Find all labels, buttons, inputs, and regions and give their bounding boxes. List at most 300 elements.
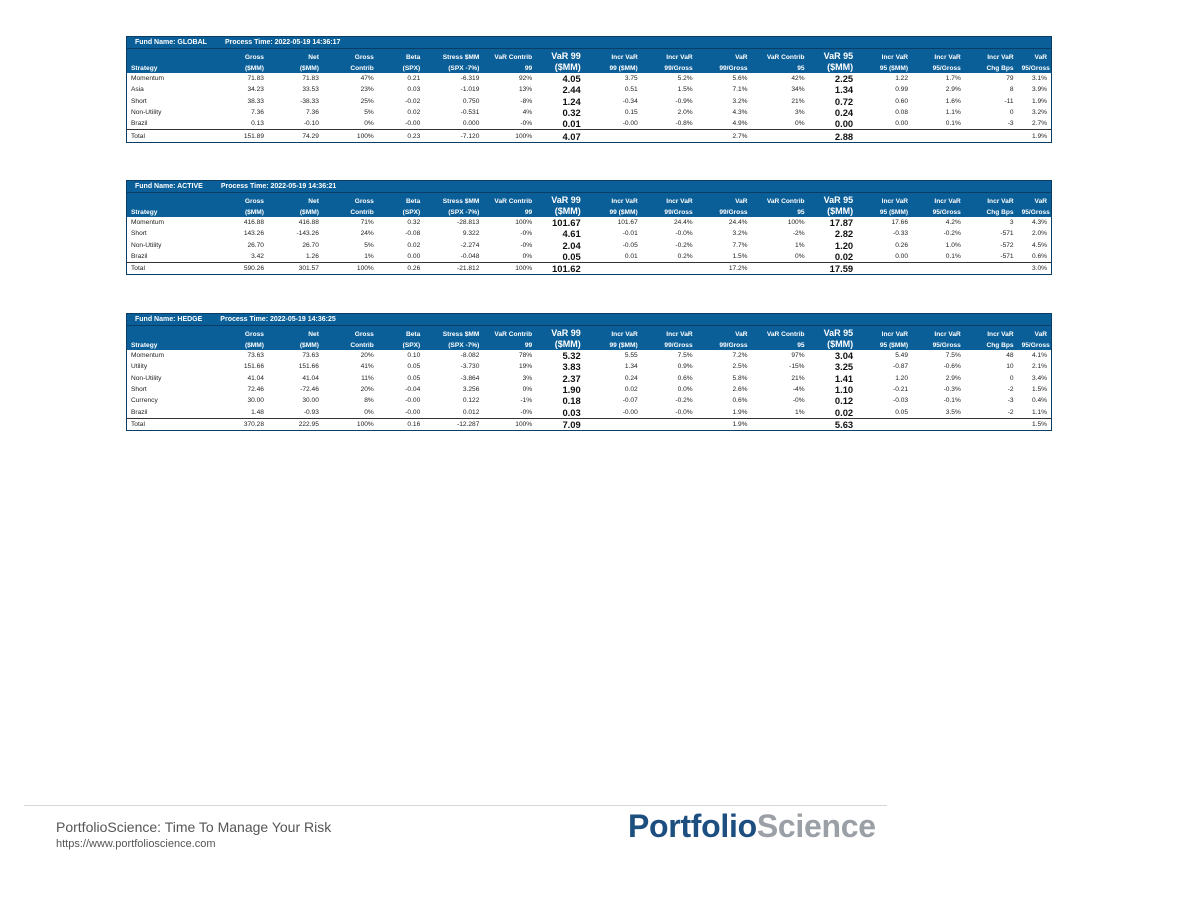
- cell-var-95: 0.24: [834, 107, 854, 119]
- cell-var-contrib-99: -0%: [520, 241, 533, 249]
- column-header-incr-var-95-gross: 95/Gross: [912, 205, 965, 217]
- cell-incr-var-95: -0.87: [893, 363, 909, 371]
- cell-var-contrib-99: -0%: [520, 230, 533, 238]
- cell-strategy: Total: [127, 263, 209, 275]
- column-header-var-99: VaR 99: [536, 193, 585, 206]
- cell-gross: 1.48: [251, 408, 264, 416]
- cell-var-95-gross: 1.5%: [1018, 418, 1052, 430]
- column-header-stress: (SPX -7%): [424, 61, 483, 73]
- column-header-var-95: VaR 95: [809, 193, 858, 206]
- risk-table: [126, 325, 1052, 431]
- cell-var-contrib-95: -2%: [792, 230, 805, 238]
- column-header-beta: (SPX): [378, 61, 424, 73]
- cell-var-99-gross: 1.9%: [697, 418, 752, 430]
- cell-incr-var-99-gross: 7.5%: [677, 352, 693, 360]
- fund-name: Fund Name: GLOBAL: [135, 39, 207, 46]
- cell-gross: 143.26: [243, 230, 264, 238]
- column-header-var-95-gross: VaR: [1018, 49, 1052, 62]
- cell-incr-var-95-gross: 0.1%: [945, 120, 961, 128]
- cell-gross-contrib: 0%: [364, 120, 374, 128]
- cell-var-99-gross: 2.5%: [732, 363, 748, 371]
- cell-incr-var-chg-bps: 8: [1009, 86, 1014, 94]
- cell-var-99: 1.90: [562, 384, 581, 396]
- cell-gross: 30.00: [247, 397, 264, 405]
- cell-incr-var-95: 0.26: [895, 241, 909, 249]
- column-header-gross: ($MM): [209, 205, 268, 217]
- table-row: [127, 361, 1052, 372]
- cell-net: -0.93: [303, 408, 319, 416]
- total-row: [127, 263, 1052, 275]
- process-time: Process Time: 2022-05-19 14:36:21: [220, 183, 337, 190]
- cell-var-99: 5.32: [562, 350, 581, 362]
- risk-table: [126, 192, 1052, 275]
- column-header-gross-contrib: Contrib: [323, 61, 378, 73]
- cell-incr-var-99-gross: [642, 263, 697, 275]
- column-header-stress: Stress $MM: [424, 326, 483, 339]
- column-header-beta: (SPX): [378, 205, 424, 217]
- column-header-incr-var-99: Incr VaR: [585, 49, 642, 62]
- column-header-var-95-gross: VaR: [1018, 326, 1052, 339]
- cell-var-95: 0.02: [834, 251, 854, 263]
- cell-var-95-gross: 3.4%: [1031, 374, 1047, 382]
- cell-incr-var-99: [585, 418, 642, 430]
- cell-var-99: 7.09: [536, 418, 585, 430]
- column-header-beta: Beta: [378, 193, 424, 206]
- cell-incr-var-99-gross: 5.2%: [677, 75, 693, 83]
- column-header-strategy: [127, 326, 209, 339]
- column-header-incr-var-99-gross: 99/Gross: [642, 338, 697, 350]
- cell-incr-var-chg-bps: 0: [1009, 374, 1014, 382]
- cell-beta: 0.02: [407, 109, 421, 117]
- cell-incr-var-95: 0.60: [895, 97, 909, 105]
- cell-incr-var-99-gross: 24.4%: [673, 219, 693, 227]
- cell-strategy: Currency: [131, 397, 158, 405]
- cell-strategy: Non-Utility: [131, 374, 162, 382]
- column-header-var-95: ($MM): [809, 205, 858, 217]
- cell-var-99-gross: 24.4%: [728, 219, 748, 227]
- cell-incr-var-99: [585, 263, 642, 275]
- cell-var-95-gross: 3.1%: [1031, 75, 1047, 83]
- cell-beta: 0.00: [407, 253, 421, 261]
- table-row: [127, 228, 1052, 239]
- cell-var-contrib-99: 100%: [515, 219, 533, 227]
- total-row: [127, 130, 1052, 142]
- cell-incr-var-chg-bps: -3: [1007, 397, 1014, 405]
- cell-gross: 38.33: [247, 97, 264, 105]
- cell-var-contrib-99: -1%: [520, 397, 533, 405]
- cell-gross-contrib: 23%: [360, 86, 374, 94]
- cell-var-95-gross: 0.6%: [1031, 253, 1047, 261]
- cell-gross-contrib: 20%: [360, 386, 374, 394]
- cell-var-95: 17.87: [829, 217, 854, 229]
- cell-incr-var-99-gross: -0.8%: [675, 120, 693, 128]
- column-header-incr-var-99: 99 ($MM): [585, 61, 642, 73]
- cell-net: 41.04: [302, 374, 319, 382]
- cell-var-contrib-95: [752, 263, 809, 275]
- column-header-var-95-gross: VaR: [1018, 193, 1052, 206]
- cell-beta: 0.05: [407, 374, 421, 382]
- column-header-var-99-gross: 99/Gross: [697, 205, 752, 217]
- cell-var-99-gross: 5.6%: [732, 75, 748, 83]
- cell-var-99-gross: 2.6%: [732, 386, 748, 394]
- cell-gross-contrib: 20%: [360, 352, 374, 360]
- cell-var-99: 0.32: [562, 107, 581, 119]
- cell-gross: 151.89: [209, 130, 268, 142]
- fund-active-section: [126, 180, 1052, 275]
- cell-var-99: 4.07: [536, 130, 585, 142]
- cell-var-contrib-95: 3%: [795, 109, 805, 117]
- cell-net: 416.88: [298, 219, 319, 227]
- footer-tagline: PortfolioScience: Time To Manage Your Risk: [56, 819, 332, 835]
- column-header-var-contrib-95: 95: [752, 61, 809, 73]
- cell-var-99-gross: 4.9%: [732, 120, 748, 128]
- cell-incr-var-95-gross: [912, 263, 965, 275]
- cell-var-99: 0.05: [562, 251, 581, 263]
- cell-strategy: Momentum: [131, 352, 164, 360]
- cell-incr-var-chg-bps: 10: [1006, 363, 1014, 371]
- cell-var-95-gross: 1.1%: [1031, 408, 1047, 416]
- cell-var-contrib-99: 100%: [483, 418, 536, 430]
- cell-gross-contrib: 41%: [360, 363, 374, 371]
- cell-strategy: Total: [127, 130, 209, 142]
- cell-var-contrib-99: 92%: [518, 75, 533, 83]
- cell-var-95: 2.88: [809, 130, 858, 142]
- cell-var-contrib-95: 42%: [791, 75, 805, 83]
- cell-net: 1.26: [306, 253, 319, 261]
- cell-incr-var-chg-bps: [965, 130, 1018, 142]
- cell-stress: 3.256: [462, 386, 480, 394]
- cell-net: 26.70: [302, 241, 319, 249]
- cell-stress: -7.120: [424, 130, 483, 142]
- cell-beta: 0.21: [407, 75, 421, 83]
- cell-gross-contrib: 100%: [323, 130, 378, 142]
- cell-gross: 34.23: [247, 86, 264, 94]
- column-header-gross: Gross: [209, 193, 268, 206]
- cell-beta: -0.00: [405, 408, 421, 416]
- cell-incr-var-99: 1.34: [624, 363, 638, 371]
- cell-var-95: 1.20: [834, 239, 854, 251]
- cell-gross: 7.36: [251, 109, 264, 117]
- cell-gross-contrib: 1%: [364, 253, 374, 261]
- cell-var-95: 1.34: [834, 84, 854, 96]
- column-header-var-95-gross: 95/Gross: [1018, 338, 1052, 350]
- cell-var-95-gross: 3.2%: [1031, 109, 1047, 117]
- column-header-var-95-gross: 95/Gross: [1018, 205, 1052, 217]
- cell-gross-contrib: 71%: [360, 219, 374, 227]
- cell-incr-var-99-gross: 2.0%: [677, 109, 693, 117]
- cell-stress: -12.287: [424, 418, 483, 430]
- cell-incr-var-95-gross: 7.5%: [945, 352, 961, 360]
- cell-var-99-gross: 2.7%: [697, 130, 752, 142]
- cell-var-contrib-99: 78%: [518, 352, 533, 360]
- cell-incr-var-95-gross: 2.9%: [945, 374, 961, 382]
- column-header-incr-var-95: 95 ($MM): [857, 338, 912, 350]
- cell-incr-var-99: 0.24: [624, 374, 638, 382]
- cell-incr-var-chg-bps: -3: [1007, 120, 1014, 128]
- cell-incr-var-99: -0.01: [622, 230, 638, 238]
- cell-var-95-gross: 2.0%: [1031, 230, 1047, 238]
- cell-strategy: Short: [131, 97, 147, 105]
- cell-var-99: 101.62: [536, 263, 585, 275]
- process-time: Process Time: 2022-05-19 14:36:25: [220, 316, 336, 323]
- cell-net: 222.95: [268, 418, 323, 430]
- column-header-gross-contrib: Gross: [323, 49, 378, 62]
- column-header-var-99: ($MM): [536, 205, 585, 217]
- column-header-incr-var-chg-bps: Chg Bps: [965, 61, 1018, 73]
- cell-var-95: 3.25: [834, 361, 854, 373]
- fund-name: Fund Name: ACTIVE: [135, 183, 203, 190]
- cell-incr-var-95: [857, 263, 912, 275]
- cell-var-99-gross: 5.8%: [732, 374, 748, 382]
- cell-incr-var-chg-bps: -2: [1007, 386, 1014, 394]
- cell-incr-var-95-gross: 0.1%: [945, 253, 961, 261]
- cell-var-99-gross: 17.2%: [697, 263, 752, 275]
- cell-incr-var-95-gross: -0.2%: [943, 230, 961, 238]
- cell-var-99-gross: 3.2%: [732, 97, 748, 105]
- column-header-stress: Stress $MM: [424, 49, 483, 62]
- column-header-incr-var-chg-bps: Incr VaR: [965, 49, 1018, 62]
- cell-incr-var-95: 1.22: [895, 75, 909, 83]
- cell-var-contrib-95: -15%: [789, 363, 805, 371]
- column-header-gross-contrib: Contrib: [323, 205, 378, 217]
- cell-strategy: Short: [131, 230, 147, 238]
- fund-name: Fund Name: HEDGE: [135, 316, 203, 323]
- cell-gross-contrib: 11%: [361, 374, 374, 382]
- cell-incr-var-95: 0.99: [895, 86, 909, 94]
- cell-incr-var-chg-bps: -11: [1004, 97, 1014, 105]
- cell-var-contrib-95: 21%: [791, 374, 805, 382]
- cell-incr-var-chg-bps: -571: [1000, 253, 1014, 261]
- cell-var-99-gross: 3.2%: [732, 230, 748, 238]
- cell-var-contrib-99: -0%: [520, 120, 533, 128]
- cell-incr-var-99: 0.15: [624, 109, 638, 117]
- column-header-strategy: Strategy: [127, 338, 209, 350]
- cell-var-95-gross: 1.9%: [1018, 130, 1052, 142]
- cell-net: 74.29: [268, 130, 323, 142]
- cell-var-contrib-99: 0%: [522, 386, 533, 394]
- cell-incr-var-95-gross: -0.3%: [943, 386, 961, 394]
- column-header-var-99: VaR 99: [536, 326, 585, 339]
- column-header-incr-var-95: Incr VaR: [857, 326, 912, 339]
- cell-strategy: Non-Utility: [131, 241, 162, 249]
- cell-incr-var-95-gross: 4.2%: [945, 219, 961, 227]
- column-header-beta: Beta: [378, 326, 424, 339]
- cell-incr-var-chg-bps: -2: [1007, 408, 1014, 416]
- column-header-beta: (SPX): [378, 338, 424, 350]
- cell-gross: 3.42: [251, 253, 264, 261]
- cell-incr-var-95: 0.00: [895, 120, 909, 128]
- cell-var-contrib-95: 0%: [795, 253, 805, 261]
- cell-strategy: Brazil: [131, 253, 148, 261]
- cell-net: 151.66: [298, 363, 319, 371]
- cell-var-contrib-95: 100%: [787, 219, 805, 227]
- cell-incr-var-95-gross: -0.1%: [943, 397, 961, 405]
- column-header-net: ($MM): [268, 61, 323, 73]
- cell-incr-var-99-gross: -0.2%: [675, 397, 693, 405]
- cell-gross-contrib: 100%: [323, 263, 378, 275]
- cell-var-contrib-95: [752, 418, 809, 430]
- cell-var-99: 4.61: [562, 228, 581, 240]
- cell-incr-var-95: 17.66: [891, 219, 909, 227]
- cell-strategy: Brazil: [131, 120, 148, 128]
- cell-stress: 0.122: [462, 397, 480, 405]
- cell-incr-var-99-gross: 0.9%: [677, 363, 693, 371]
- cell-incr-var-99-gross: [642, 130, 697, 142]
- cell-gross: 26.70: [247, 241, 264, 249]
- cell-stress: 9.322: [462, 230, 480, 238]
- cell-incr-var-99: 101.67: [617, 219, 638, 227]
- column-header-incr-var-95: 95 ($MM): [857, 61, 912, 73]
- cell-var-99: 2.37: [562, 372, 581, 384]
- cell-var-contrib-95: 1%: [795, 408, 805, 416]
- cell-net: -72.46: [300, 386, 319, 394]
- cell-stress: -8.082: [460, 352, 480, 360]
- cell-stress: -0.531: [460, 109, 480, 117]
- column-header-var-99-gross: VaR: [697, 49, 752, 62]
- cell-var-95: 1.41: [834, 372, 854, 384]
- cell-var-99-gross: 4.3%: [732, 109, 748, 117]
- cell-strategy: Non-Utility: [131, 109, 162, 117]
- cell-incr-var-95: 5.49: [895, 352, 909, 360]
- column-header-incr-var-95-gross: 95/Gross: [912, 338, 965, 350]
- cell-var-95-gross: 1.9%: [1031, 97, 1047, 105]
- header-row: [127, 205, 1052, 217]
- cell-var-95: 3.04: [834, 350, 854, 362]
- column-header-var-contrib-95: VaR Contrib: [752, 326, 809, 339]
- column-header-stress: Stress $MM: [424, 193, 483, 206]
- cell-incr-var-99-gross: 0.6%: [677, 374, 693, 382]
- cell-incr-var-99-gross: 0.2%: [677, 253, 693, 261]
- column-header-var-contrib-99: VaR Contrib: [483, 326, 536, 339]
- cell-var-99: 0.18: [562, 395, 581, 407]
- table-row: [127, 73, 1052, 84]
- cell-incr-var-chg-bps: 48: [1006, 352, 1014, 360]
- column-header-net: Net: [268, 49, 323, 62]
- logo-part-science: Science: [756, 808, 876, 844]
- cell-var-95-gross: 4.1%: [1031, 352, 1047, 360]
- table-row: [127, 406, 1052, 418]
- cell-gross-contrib: 25%: [360, 97, 374, 105]
- column-header-incr-var-95: Incr VaR: [857, 193, 912, 206]
- column-header-strategy: Strategy: [127, 205, 209, 217]
- column-header-incr-var-99-gross: Incr VaR: [642, 49, 697, 62]
- cell-var-contrib-99: 4%: [522, 109, 533, 117]
- fund-header: [126, 180, 1052, 192]
- cell-strategy: Utility: [131, 363, 148, 371]
- cell-gross: 370.28: [209, 418, 268, 430]
- cell-beta: -0.00: [405, 120, 421, 128]
- cell-net: 71.83: [302, 75, 319, 83]
- column-header-incr-var-99-gross: 99/Gross: [642, 61, 697, 73]
- cell-net: 301.57: [268, 263, 323, 275]
- cell-net: 30.00: [302, 397, 319, 405]
- cell-gross: 72.46: [247, 386, 264, 394]
- cell-var-95-gross: 4.3%: [1031, 219, 1047, 227]
- cell-var-95-gross: 3.0%: [1018, 263, 1052, 275]
- cell-gross: 151.66: [243, 363, 264, 371]
- cell-beta: -0.04: [405, 386, 421, 394]
- cell-incr-var-99: 0.02: [624, 386, 638, 394]
- column-header-incr-var-99-gross: 99/Gross: [642, 205, 697, 217]
- logo-part-portfolio: Portfolio: [628, 808, 757, 844]
- cell-var-contrib-95: -0%: [792, 397, 805, 405]
- cell-var-99: 1.24: [562, 95, 581, 107]
- cell-strategy: Short: [131, 386, 147, 394]
- cell-net: 7.36: [306, 109, 319, 117]
- column-header-strategy: [127, 49, 209, 62]
- column-header-net: ($MM): [268, 338, 323, 350]
- cell-incr-var-chg-bps: -572: [1000, 241, 1014, 249]
- footer-url: https://www.portfolioscience.com: [56, 838, 216, 850]
- table-row: [127, 240, 1052, 251]
- cell-incr-var-99: -0.00: [622, 120, 638, 128]
- cell-var-99: 0.03: [562, 406, 581, 418]
- cell-net: 33.53: [302, 86, 319, 94]
- column-header-net: Net: [268, 193, 323, 206]
- cell-incr-var-95-gross: -0.6%: [943, 363, 961, 371]
- cell-incr-var-99: 3.75: [624, 75, 638, 83]
- header-row: [127, 61, 1052, 73]
- column-header-stress: (SPX -7%): [424, 205, 483, 217]
- cell-incr-var-95-gross: 1.0%: [945, 241, 961, 249]
- cell-net: -0.10: [303, 120, 319, 128]
- cell-var-99: 2.44: [562, 84, 581, 96]
- cell-strategy: Brazil: [131, 408, 148, 416]
- cell-incr-var-95-gross: 2.9%: [945, 86, 961, 94]
- cell-beta: 0.16: [378, 418, 424, 430]
- cell-stress: -3.730: [460, 363, 480, 371]
- cell-gross-contrib: 0%: [364, 408, 374, 416]
- cell-incr-var-99: 0.01: [624, 253, 638, 261]
- cell-var-95-gross: 2.1%: [1031, 363, 1047, 371]
- table-row: [127, 350, 1052, 361]
- cell-incr-var-95: 0.05: [895, 408, 909, 416]
- cell-incr-var-95: 1.20: [895, 374, 909, 382]
- column-header-var-99: ($MM): [536, 61, 585, 73]
- cell-var-contrib-99: 100%: [483, 263, 536, 275]
- column-header-incr-var-99-gross: Incr VaR: [642, 193, 697, 206]
- cell-var-contrib-99: 19%: [518, 363, 533, 371]
- cell-incr-var-95: 0.08: [895, 109, 909, 117]
- column-header-var-99-gross: 99/Gross: [697, 61, 752, 73]
- cell-stress: -28.813: [457, 219, 480, 227]
- cell-gross: 0.13: [251, 120, 264, 128]
- cell-incr-var-chg-bps: 79: [1006, 75, 1014, 83]
- column-header-incr-var-95-gross: Incr VaR: [912, 193, 965, 206]
- cell-stress: 0.012: [462, 408, 480, 416]
- cell-incr-var-95: 0.00: [895, 253, 909, 261]
- cell-net: 73.63: [302, 352, 319, 360]
- cell-beta: 0.26: [378, 263, 424, 275]
- column-header-incr-var-95-gross: Incr VaR: [912, 49, 965, 62]
- column-header-gross: Gross: [209, 49, 268, 62]
- table-row: [127, 373, 1052, 384]
- column-header-strategy: Strategy: [127, 61, 209, 73]
- cell-beta: 0.03: [407, 86, 421, 94]
- cell-stress: -6.319: [460, 75, 480, 83]
- cell-incr-var-99-gross: 1.5%: [677, 86, 693, 94]
- header-row: [127, 338, 1052, 350]
- column-header-gross: ($MM): [209, 61, 268, 73]
- portfolioscience-logo: [628, 808, 876, 845]
- cell-incr-var-95-gross: [912, 418, 965, 430]
- column-header-var-contrib-99: VaR Contrib: [483, 49, 536, 62]
- cell-gross-contrib: 100%: [323, 418, 378, 430]
- cell-beta: -0.02: [405, 97, 421, 105]
- cell-gross: 71.83: [247, 75, 264, 83]
- risk-table: [126, 48, 1052, 143]
- column-header-var-contrib-99: 99: [483, 338, 536, 350]
